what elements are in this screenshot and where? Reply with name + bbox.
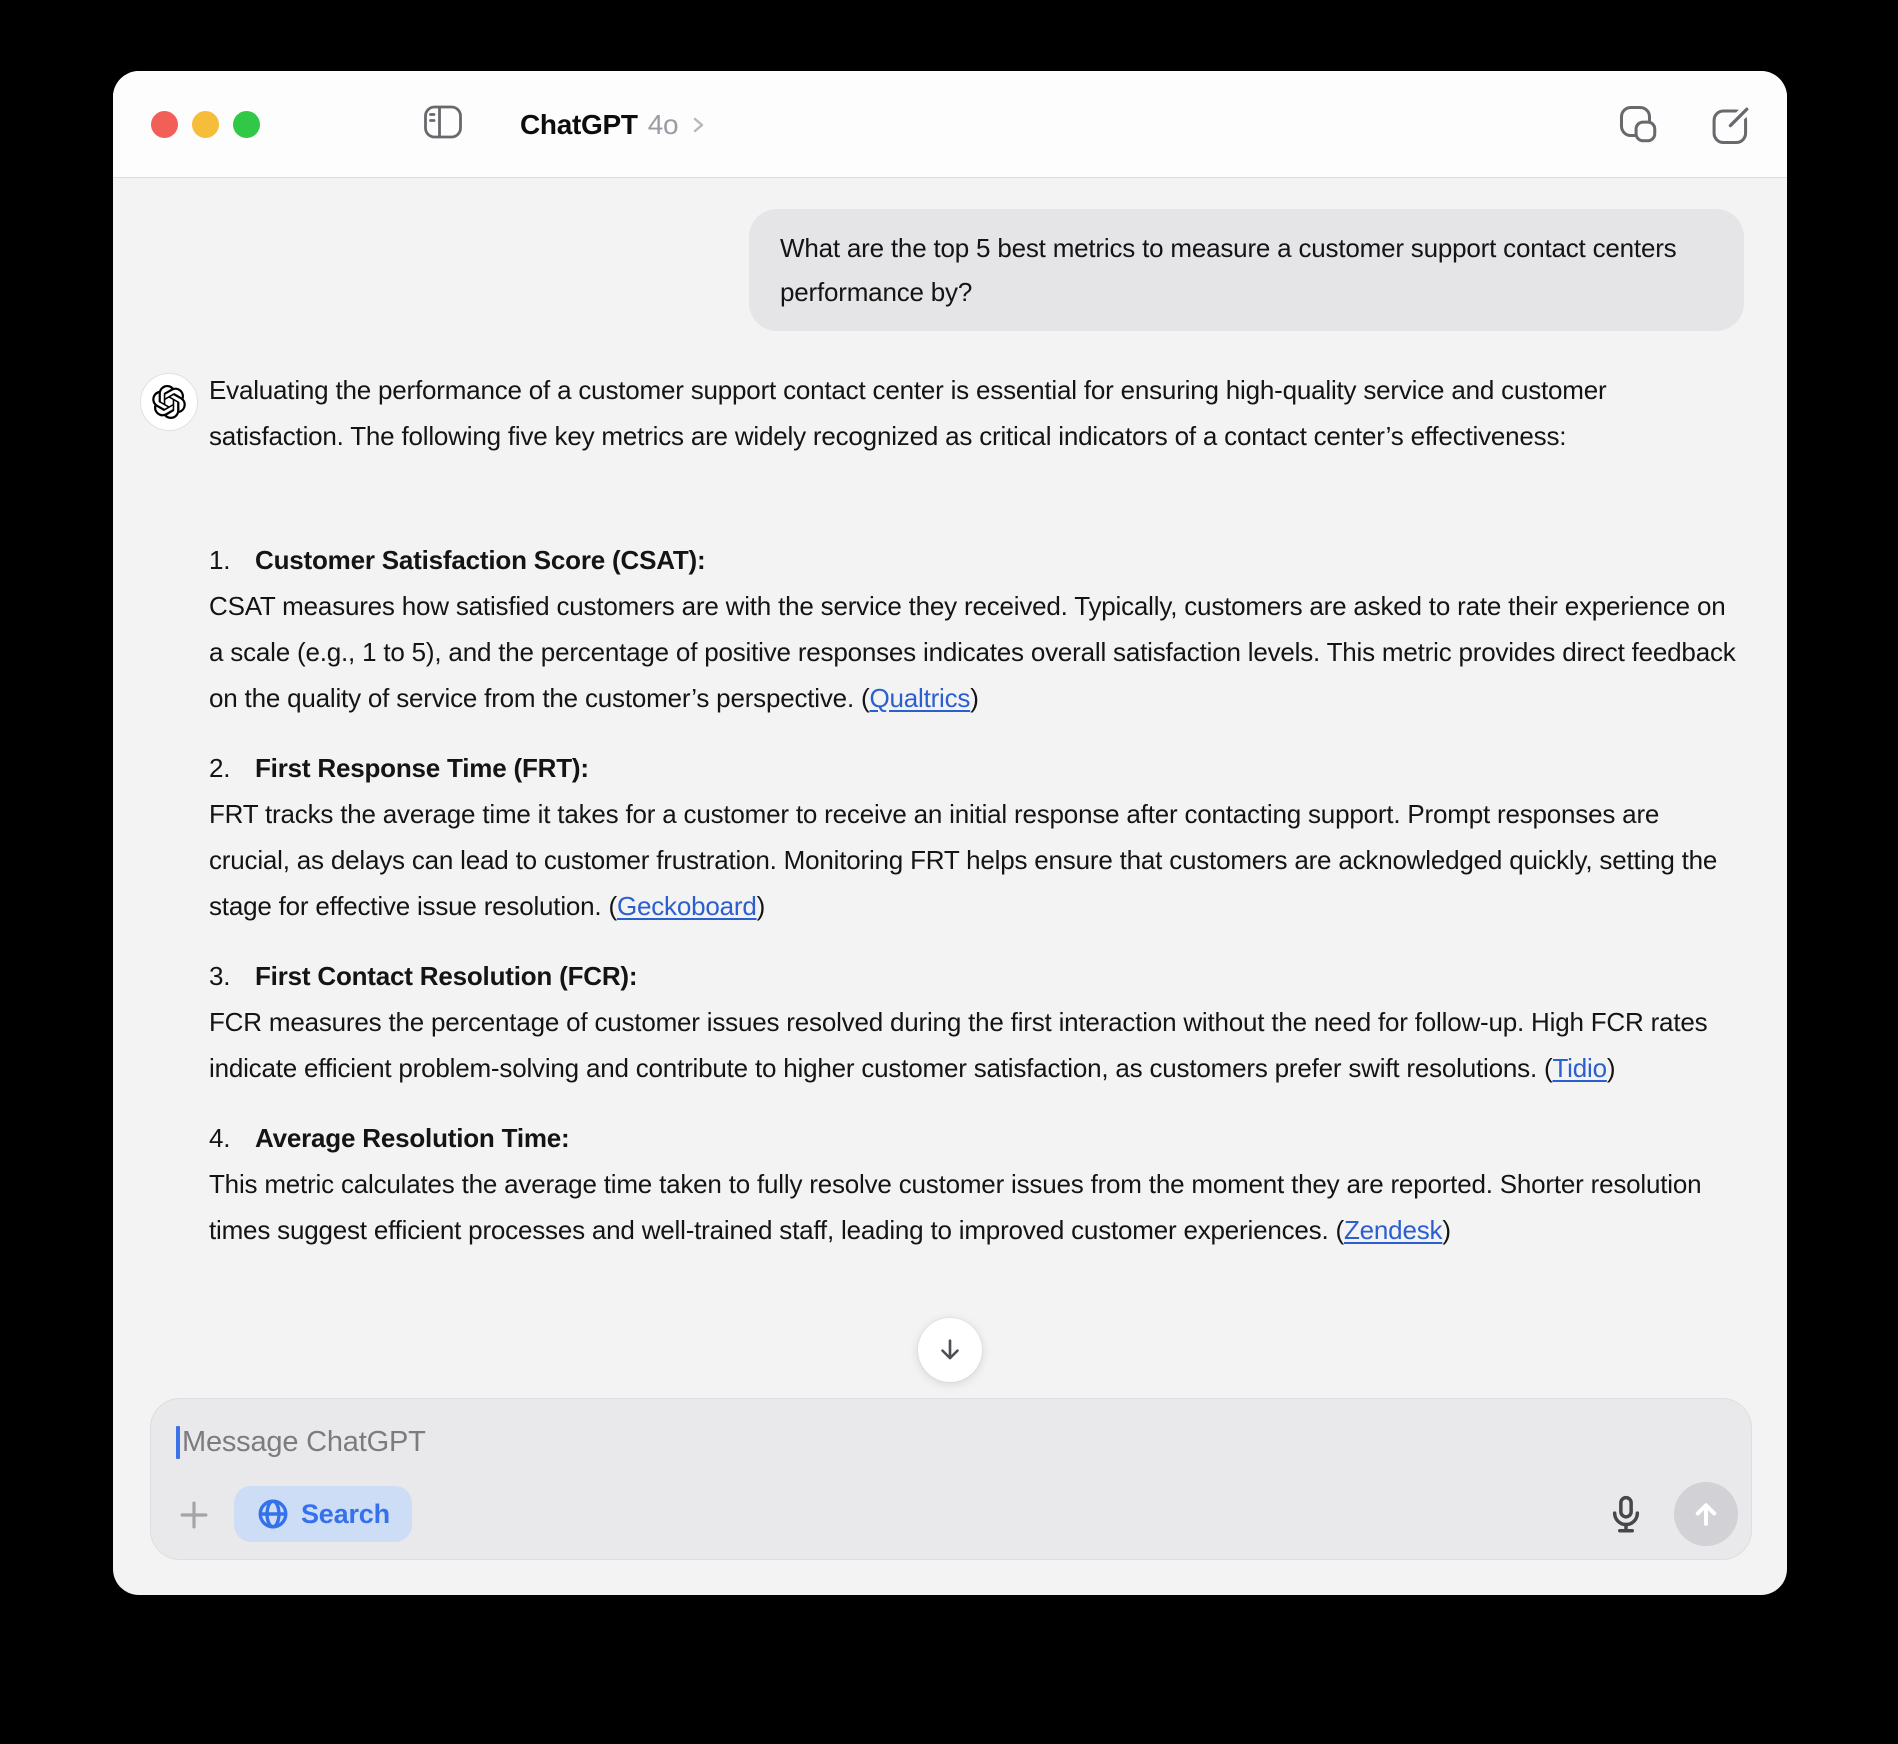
- titlebar: [113, 71, 1787, 178]
- minimize-window-button[interactable]: [192, 111, 219, 138]
- plus-icon[interactable]: [175, 1496, 213, 1534]
- chat-area: [113, 179, 1787, 1595]
- message-composer[interactable]: [150, 1398, 1752, 1560]
- list-number: 1.: [209, 545, 231, 575]
- chevron-right-icon[interactable]: [686, 113, 710, 137]
- list-item-frt: [209, 745, 1744, 929]
- tidio-link[interactable]: Tidio: [1552, 1053, 1607, 1083]
- list-number: 2.: [209, 753, 231, 783]
- search-button[interactable]: [234, 1486, 412, 1542]
- assistant-intro: Evaluating the performance of a customer support contact center is essential for ensuring high-quality service and customer satisfaction. The following five key metrics are widely recognized as critical indicators of a contact center’s effectiveness:: [209, 375, 1607, 451]
- item-heading: First Contact Resolution (FCR):: [255, 961, 638, 991]
- list-number: 3.: [209, 961, 231, 991]
- list-number: 4.: [209, 1123, 231, 1153]
- new-chat-icon[interactable]: [1710, 104, 1752, 146]
- link-close-paren: ): [756, 891, 766, 921]
- link-close-paren: ): [1606, 1053, 1616, 1083]
- zoom-window-button[interactable]: [233, 111, 260, 138]
- globe-icon: [256, 1497, 290, 1531]
- send-arrow-icon: [1689, 1497, 1723, 1531]
- microphone-button[interactable]: [1603, 1492, 1649, 1538]
- user-message-text: What are the top 5 best metrics to measure a customer support contact centers performance by?: [780, 233, 1677, 307]
- model-name[interactable]: 4o: [647, 108, 679, 140]
- list-item-art: [209, 1115, 1744, 1253]
- scroll-down-icon: [935, 1335, 965, 1365]
- geckoboard-link[interactable]: Geckoboard: [616, 891, 757, 921]
- app-title: ChatGPT: [520, 108, 638, 140]
- item-body: FRT tracks the average time it takes for a customer to receive an initial response after contacting support. Prompt responses are crucial, as delays can lead to customer frustration. Monitoring FRT helps ensure that customers are acknowledged quickly, setting the stage for effective issue resolution. (: [209, 799, 1718, 921]
- sidebar-toggle-icon[interactable]: [423, 104, 463, 140]
- send-button[interactable]: [1674, 1482, 1738, 1546]
- user-message-bubble: [749, 209, 1744, 331]
- message-input[interactable]: [182, 1419, 1282, 1465]
- openai-logo-icon: [140, 373, 198, 431]
- qualtrics-link[interactable]: Qualtrics: [869, 683, 971, 713]
- close-window-button[interactable]: [151, 111, 178, 138]
- search-button-label: Search: [301, 1498, 390, 1529]
- list-item-csat: [209, 537, 1744, 721]
- item-heading: Customer Satisfaction Score (CSAT):: [255, 545, 706, 575]
- traffic-lights: [151, 71, 260, 178]
- window-title: [520, 71, 710, 178]
- item-body: This metric calculates the average time taken to fully resolve customer issues from the moment they are reported. Shorter resolution times suggest efficient processes and well-trained staff, leading to improved customer experiences. (: [209, 1169, 1702, 1245]
- scroll-to-bottom-button[interactable]: [918, 1318, 982, 1382]
- item-body: CSAT measures how satisfied customers are with the service they received. Typically, customers are asked to rate their experience on a scale (e.g., 1 to 5), and the percentage of positive responses indicates overall satisfaction levels. This metric provides direct feedback on the quality of service from the customer’s perspective. (: [209, 591, 1736, 713]
- assistant-message: [140, 367, 1744, 1253]
- copy-icon[interactable]: [1618, 104, 1660, 146]
- link-close-paren: ): [1442, 1215, 1451, 1245]
- list-item-fcr: [209, 953, 1744, 1091]
- text-cursor: [176, 1426, 180, 1459]
- item-heading: Average Resolution Time:: [255, 1123, 570, 1153]
- zendesk-link[interactable]: Zendesk: [1343, 1215, 1443, 1245]
- microphone-icon: [1604, 1525, 1648, 1540]
- chatgpt-window: [113, 71, 1787, 1595]
- item-heading: First Response Time (FRT):: [255, 753, 589, 783]
- item-body: FCR measures the percentage of customer issues resolved during the first interaction without the need for follow-up. High FCR rates indicate efficient problem-solving and contribute to higher customer satisfaction, as customers prefer swift resolutions. (: [209, 1007, 1708, 1083]
- link-close-paren: ): [970, 683, 979, 713]
